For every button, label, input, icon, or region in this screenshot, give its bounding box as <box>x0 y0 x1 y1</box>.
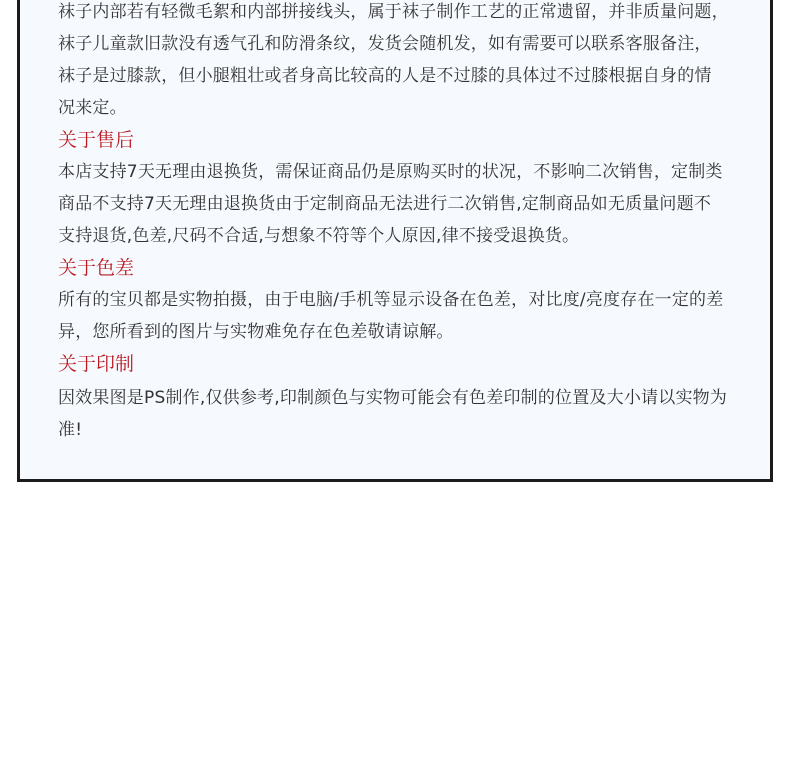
product-notes <box>58 0 748 124</box>
after-sales-line: 商品不支持7天无理由退换货由于定制商品无法进行二次销售,定制商品如无质量问题不 <box>58 194 712 214</box>
notes-line: 袜子儿童款旧款没有透气孔和防滑条纹，发货会随机发，如有需要可以联系客服备注， <box>58 34 712 54</box>
notes-line: 袜子内部若有轻微毛絮和内部拼接线头，属于袜子制作工艺的正常遗留，并非质量问题， <box>58 2 729 22</box>
printing-line: 因效果图是PS制作,仅供参考,印制颜色与实物可能会有色差印制的位置及大小请以实物为准! <box>58 388 728 440</box>
after-sales-heading: 关于售后 <box>58 129 135 151</box>
notice-panel <box>17 0 773 482</box>
color-difference-line: 异，您所看到的图片与实物难免存在色差敬请谅解。 <box>58 322 454 342</box>
printing-section <box>58 348 748 446</box>
after-sales-section <box>58 124 748 252</box>
printing-heading: 关于印制 <box>58 353 135 375</box>
notes-line: 况来定。 <box>58 98 127 118</box>
after-sales-line: 本店支持7天无理由退换货，需保证商品仍是原购买时的状况，不影响二次销售，定制类 <box>58 162 723 182</box>
color-difference-heading: 关于色差 <box>58 257 135 279</box>
color-difference-line: 所有的宝贝都是实物拍摄，由于电脑/手机等显示设备在色差，对比度/亮度存在一定的差 <box>58 290 724 310</box>
after-sales-line: 支持退货,色差,尺码不合适,与想象不符等个人原因,律不接受退换货。 <box>58 226 580 246</box>
color-difference-section <box>58 252 748 348</box>
notice-content <box>58 0 748 446</box>
notes-line: 袜子是过膝款，但小腿粗壮或者身高比较高的人是不过膝的具体过不过膝根据自身的情 <box>58 66 712 86</box>
